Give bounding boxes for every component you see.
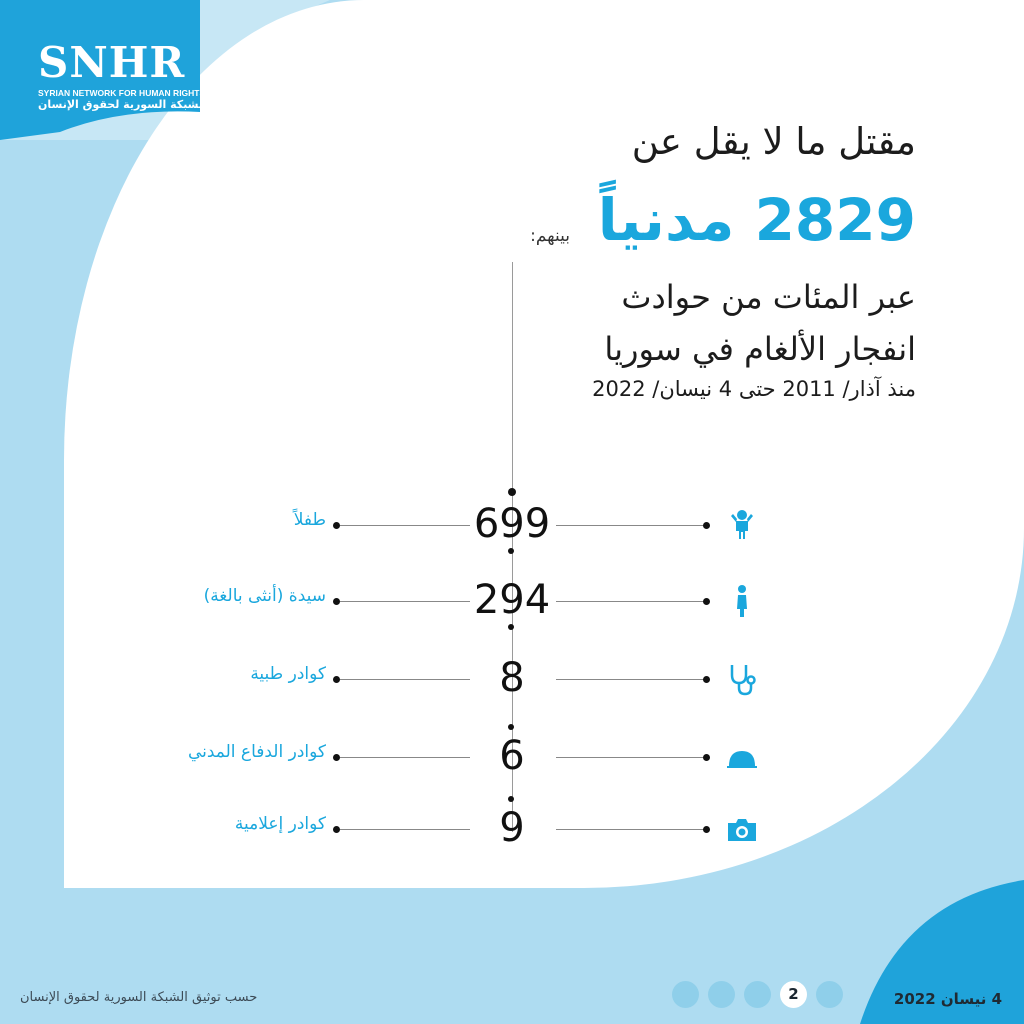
row-right-line — [556, 525, 704, 526]
row-value: 294 — [473, 577, 551, 623]
row-left-dot — [333, 598, 340, 605]
headline-period: منذ آذار/ 2011 حتى 4 نيسان/ 2022 — [592, 377, 916, 401]
child-icon — [724, 507, 760, 543]
row-value: 699 — [473, 501, 551, 547]
logo-arabic-name: الشبكة السورية لحقوق الإنسان — [38, 98, 207, 111]
row-label: كوادر الدفاع المدني — [187, 742, 326, 762]
row-left-dot — [333, 522, 340, 529]
headline-total: 2829 مدنياً — [597, 186, 916, 254]
publish-date: 4 نيسان 2022 — [893, 990, 1002, 1008]
page-indicator-dot[interactable] — [744, 981, 771, 1008]
breakdown-row-civil-defense — [0, 732, 1024, 782]
row-left-line — [340, 601, 470, 602]
row-right-line — [556, 679, 704, 680]
logo-mark: SNHR — [38, 38, 186, 87]
row-label: كوادر إعلامية — [234, 814, 326, 834]
row-value: 6 — [499, 733, 525, 779]
row-left-line — [340, 679, 470, 680]
breakdown-row-medical — [0, 654, 1024, 704]
row-left-dot — [333, 754, 340, 761]
page-indicator-dot[interactable] — [816, 981, 843, 1008]
timeline-dot — [508, 796, 514, 802]
breakdown-row-children — [0, 500, 1024, 550]
breakdown-row-media — [0, 804, 1024, 854]
timeline-dot — [508, 724, 514, 730]
breakdown-row-women — [0, 576, 1024, 626]
row-right-line — [556, 829, 704, 830]
row-right-dot — [703, 754, 710, 761]
row-label: كوادر طبية — [250, 664, 326, 684]
woman-icon — [724, 583, 760, 619]
row-value: 9 — [499, 805, 525, 851]
timeline-dot — [508, 548, 514, 554]
row-left-line — [340, 757, 470, 758]
page-indicator-dot[interactable] — [708, 981, 735, 1008]
stethoscope-icon — [724, 661, 760, 697]
row-left-line — [340, 525, 470, 526]
row-left-line — [340, 829, 470, 830]
row-label: طفلاً — [293, 510, 326, 530]
source-note: حسب توثيق الشبكة السورية لحقوق الإنسان — [20, 990, 258, 1005]
row-left-dot — [333, 676, 340, 683]
row-right-dot — [703, 676, 710, 683]
helmet-icon — [724, 739, 760, 775]
timeline-dot — [508, 624, 514, 630]
row-value: 8 — [499, 655, 525, 701]
headline-mines: انفجار الألغام في سوريا — [604, 330, 916, 368]
camera-icon — [724, 811, 760, 847]
page-indicator-current[interactable]: 2 — [780, 981, 807, 1008]
row-right-dot — [703, 522, 710, 529]
row-label: سيدة (أنثى بالغة) — [203, 586, 326, 606]
row-left-dot — [333, 826, 340, 833]
page-indicator-dot[interactable] — [672, 981, 699, 1008]
among-label: بينهم: — [530, 226, 570, 246]
row-right-line — [556, 601, 704, 602]
row-right-dot — [703, 826, 710, 833]
timeline-dot — [508, 488, 516, 496]
row-right-dot — [703, 598, 710, 605]
headline-incidents: عبر المئات من حوادث — [621, 278, 916, 316]
headline-intro: مقتل ما لا يقل عن — [631, 120, 916, 163]
row-right-line — [556, 757, 704, 758]
snhr-logo — [38, 40, 207, 111]
logo-english-name: SYRIAN NETWORK FOR HUMAN RIGHTS — [38, 88, 206, 98]
